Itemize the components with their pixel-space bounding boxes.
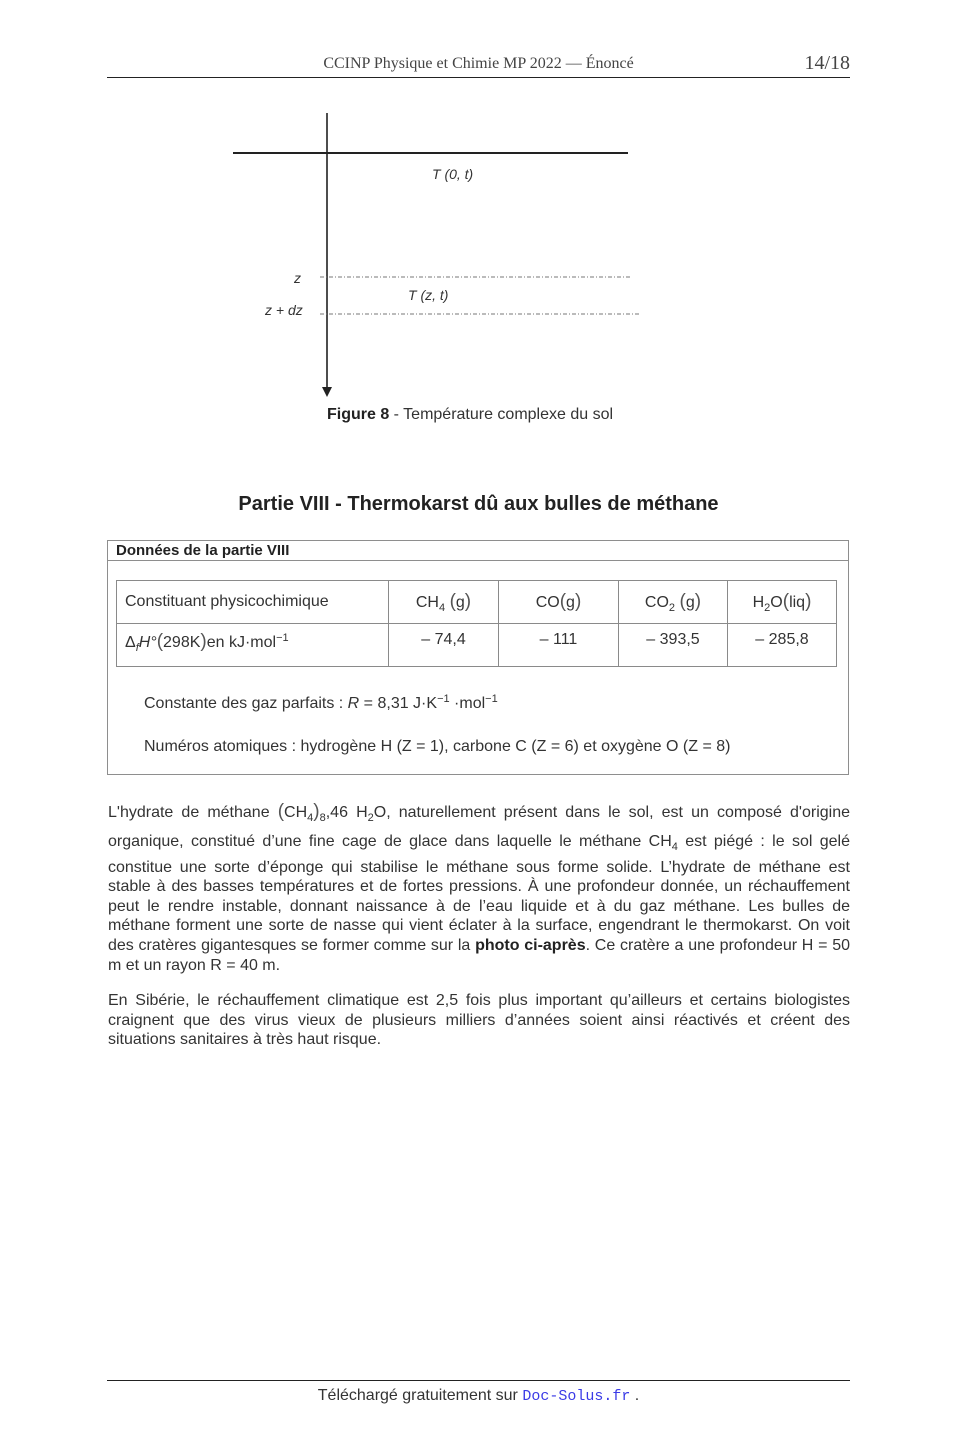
delta-sub: f (135, 642, 139, 654)
enthalpy-symbol: H° (138, 634, 157, 651)
gas-constant-value: = 8,31 J·K (359, 695, 438, 712)
label-z: z (294, 270, 301, 286)
exponent: −1 (485, 693, 498, 705)
paragraph-methane-hydrate: L'hydrate de méthane $(CH_4)_8,46$ $H_2O$, naturellement présent dans le sol, est un composé d'origine organique, constitué d’une fine cage de glace dans laquelle le méthane $CH_4$ est piégé : le sol gelé constitue une sorte d’éponge qui stabilise le méthane sous forme solide. L’hydrate de méthane est stable à des basses températures et de fortes pressions. À une profondeur donnée, un réchauffement peut le rendre instable, donnant naissance à de l’eau liquide et à du gaz méthane. Les bulles de méthane forment une sorte de nasse qui vient éclater à la surface, engendrant le thermokarst. On voit des cratères gigantesques se former comme sur la photo ci-après. Ce cratère a une profondeur H = 50 m et un rayon R = 40 m. (108, 801, 851, 974)
table-value-row (117, 624, 837, 667)
formula-sub: 2 (367, 812, 374, 824)
header-rule (107, 77, 850, 78)
table-cell-value: – 285,8 (728, 624, 837, 667)
data-box-title: Données de la partie VIII (116, 542, 290, 559)
formula-sub: 2 (668, 601, 676, 614)
formula-phase: g (455, 593, 465, 611)
running-header-title: CCINP Physique et Chimie MP 2022 — Énoncé (323, 55, 634, 72)
formula-base: CO (644, 593, 669, 611)
formula-base: H (752, 593, 765, 611)
gas-constant-label: Constante des gaz parfaits : (144, 695, 348, 712)
formula-base: CO (535, 594, 560, 611)
formula-sub: 8 (319, 812, 326, 824)
footer-prefix: Téléchargé gratuitement sur (317, 1387, 523, 1404)
formula-phase: liq (789, 593, 806, 611)
temperature: 298K (163, 634, 201, 651)
formula-ch: CH (284, 804, 308, 821)
gas-constant-unit: ·mol (449, 695, 486, 712)
photo-reference: photo ci-après (475, 936, 586, 954)
formula-sub: 4 (438, 601, 446, 614)
unit-exponent: −1 (276, 632, 289, 644)
table-cell-formula: $CH_4$ (g) (389, 581, 499, 624)
unit: en kJ·mol (206, 634, 277, 651)
gas-constant-symbol: R (347, 695, 360, 712)
footer (107, 1387, 850, 1405)
table-cell-formula: $CO_2$ (g) (619, 581, 728, 624)
formula-sub: 4 (671, 841, 678, 853)
table-cell-value: – 74,4 (389, 624, 499, 667)
formula-sub: 4 (307, 812, 314, 824)
table-cell-value: – 111 (499, 624, 619, 667)
label-surface-temperature: T (0, t) (432, 166, 474, 182)
delta-symbol: Δ (125, 634, 136, 651)
depth-axis-arrow-icon (322, 387, 332, 397)
doc-solus-link[interactable]: Doc-Solus.fr (522, 1388, 631, 1405)
gas-constant-line (144, 693, 498, 713)
formula-phase: g (685, 593, 695, 611)
exponent: −1 (437, 693, 450, 705)
table-cell-formula: $H_2O(liq)$ (728, 581, 837, 624)
text-run: L'hydrate de méthane (108, 804, 278, 821)
soil-temperature-diagram (220, 100, 660, 400)
table-header-row (117, 581, 837, 624)
formula-rest: ,46 H (325, 804, 368, 821)
text-run: . Ce cratère a une profondeur H = 50 m et un rayon R = 40 m. (108, 936, 851, 974)
table-cell-enthalpy-label: $\Delta_fH^\circ(298K)en$ kJ·mol$^{-1}$ (117, 624, 389, 667)
table-cell-value: – 393,5 (619, 624, 728, 667)
text-run: est piégé : le sol gelé constitue une sorte d’éponge qui stabilise le méthane sous forme solide. L’hydrate de méthane est stable à des basses températures et de fortes pressions. À une profondeur donnée, un réchauffement peut le rendre instable, donnant naissance à de l’eau liquide et à du gaz méthane. Les bulles de méthane forment une sorte de nasse qui vient éclater à la surface, engendrant le thermokarst. On voit des cratères gigantesques se former comme sur la (108, 833, 851, 954)
text-run: , naturellement présent dans le sol, est un composé d'origine organique, constitué d’une fine cage de glace dans laquelle le méthane CH (108, 804, 851, 850)
formula-phase: g (566, 594, 575, 611)
formula-o: O (373, 804, 387, 821)
figure-number: Figure 8 (327, 406, 390, 423)
data-box-rule (108, 560, 848, 561)
atomic-numbers-line: Numéros atomiques : hydrogène H (Z = 1), carbone C (Z = 6) et oxygène O (Z = 8) (144, 738, 731, 755)
enthalpy-table (116, 580, 837, 667)
table-cell-constituent-label: Constituant physicochimique (117, 581, 389, 624)
footer-suffix: . (630, 1387, 640, 1404)
formula-base: CH (415, 593, 439, 611)
formula-sub: 2 (764, 601, 771, 614)
figure-caption (327, 406, 613, 424)
page-number: 14/18 (804, 52, 850, 74)
paragraph-siberia: En Sibérie, le réchauffement climatique est 2,5 fois plus important qu’ailleurs et certains biologistes craignent que des virus vieux de plusieurs milliers d’années soient ainsi réactivés et créent des situations sanitaires à très haut risque. (108, 992, 850, 1049)
formula-tail: O (770, 593, 783, 611)
table-cell-formula: CO(g) (499, 581, 619, 624)
label-z-plus-dz: z + dz (265, 302, 303, 318)
footer-rule (107, 1380, 850, 1381)
figure-caption-text: - Température complexe du sol (389, 406, 614, 423)
label-layer-temperature: T (z, t) (408, 287, 449, 303)
data-box (107, 540, 849, 775)
section-heading: Partie VIII - Thermokarst dû aux bulles de méthane (238, 493, 719, 515)
